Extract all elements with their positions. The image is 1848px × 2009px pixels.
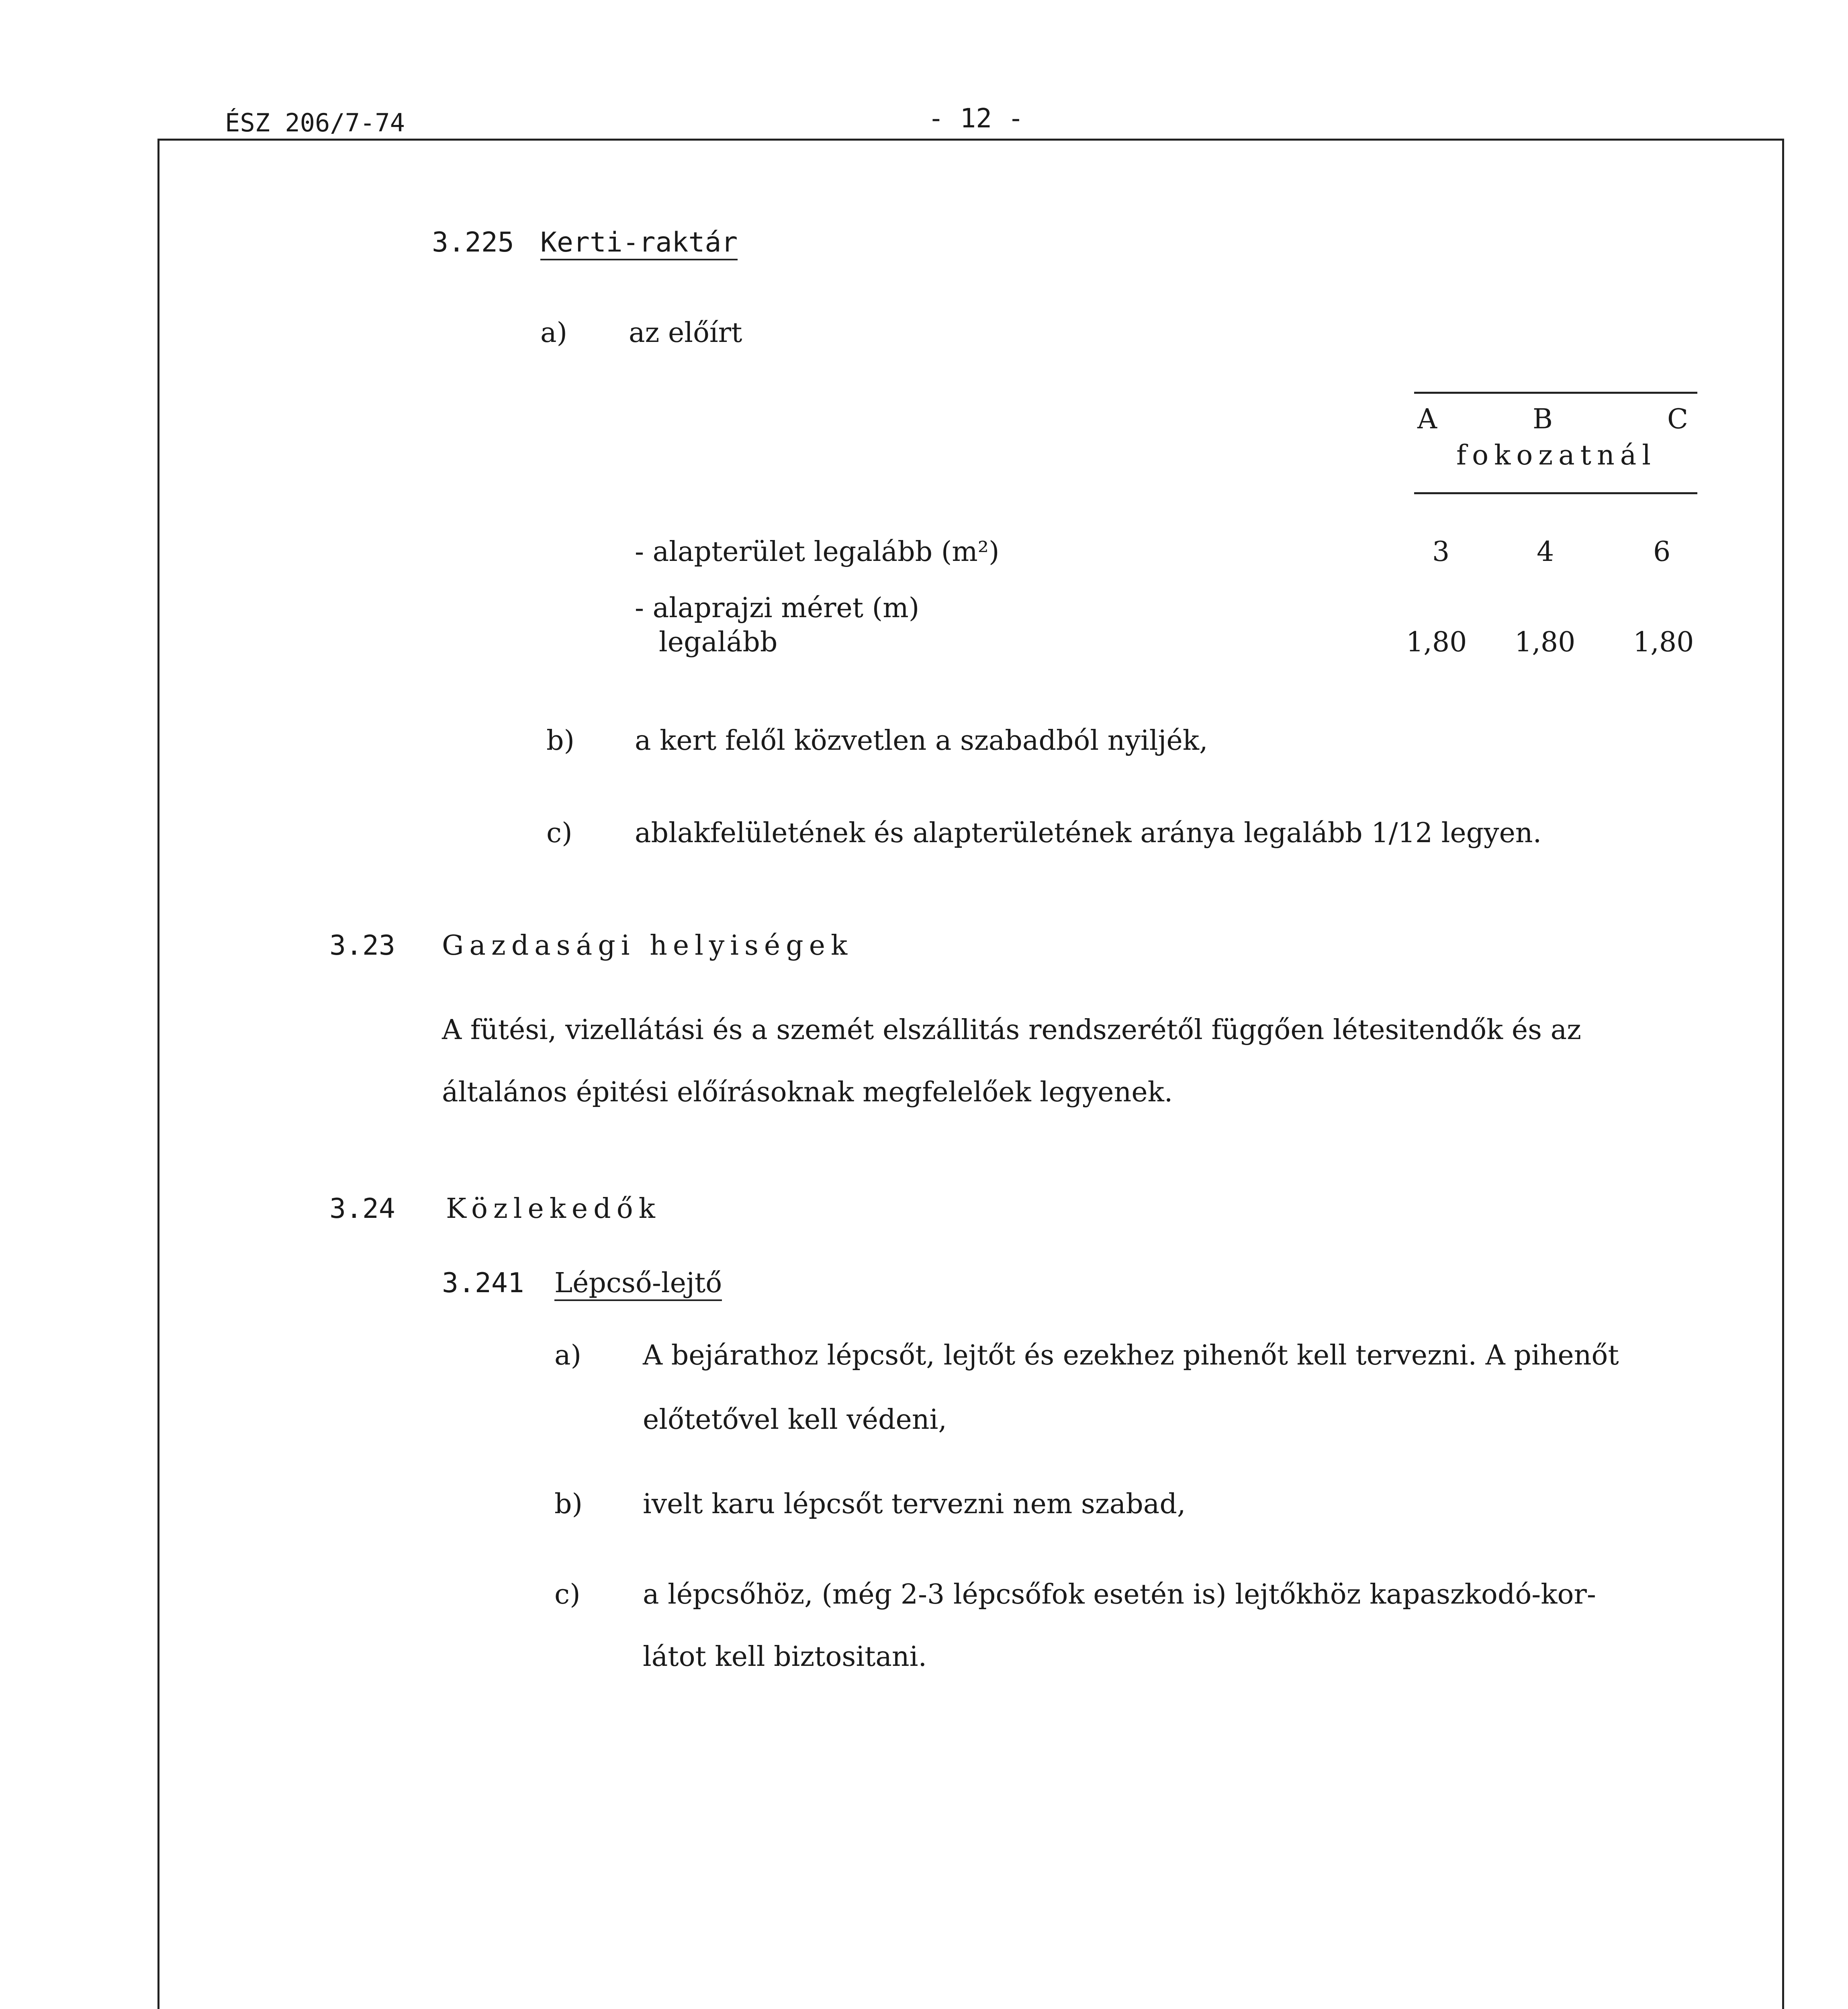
item-3-241-b-label: b) (554, 1488, 583, 1520)
item-b-text: a kert felől közvetlen a szabadból nyiljék, (635, 725, 1208, 757)
item-3-241-c-line2: látot kell biztositani. (643, 1641, 927, 1673)
section-3-241-title: Lépcső-lejtő (554, 1270, 722, 1301)
table-col-b-header: B (1533, 403, 1553, 435)
section-3-24-number: 3.24 (329, 1193, 395, 1225)
section-3-225-title: Kerti-raktár (540, 229, 738, 260)
table-row2-b: 1,80 (1515, 626, 1576, 658)
item-3-241-b-text: ivelt karu lépcsőt tervezni nem szabad, (643, 1488, 1186, 1520)
table-row1-c: 6 (1653, 536, 1671, 568)
section-3-241-number: 3.241 (442, 1267, 524, 1299)
table-row2-label-line2: legalább (659, 626, 778, 658)
document-id: ÉSZ 206/7-74 (225, 108, 405, 137)
section-3-23-line2: általános épitési előírásoknak megfelelőek legyenek. (442, 1076, 1173, 1108)
item-3-241-c-label: c) (554, 1579, 581, 1610)
table-row1-b: 4 (1537, 536, 1554, 568)
frame-right-border (1782, 139, 1784, 2009)
table-row1-label: - alapterület legalább (m²) (635, 536, 1000, 568)
section-3-24-title: Közlekedők (446, 1193, 661, 1225)
section-3-23-line1: A fütési, vizellátási és a szemét elszállitás rendszerétől függően létesitendők és az (442, 1014, 1581, 1046)
item-a-text: az előírt (629, 317, 742, 349)
frame-top-border (157, 139, 1784, 141)
table-row1-a: 3 (1432, 536, 1450, 568)
item-3-241-a-label: a) (554, 1340, 582, 1371)
section-3-225-number: 3.225 (432, 227, 514, 258)
table-top-rule (1414, 392, 1697, 394)
table-row2-c: 1,80 (1633, 626, 1694, 658)
item-c-text: ablakfelületének és alapterületének aránya legalább 1/12 legyen. (635, 817, 1542, 849)
table-subheader: fokozatnál (1456, 440, 1657, 471)
page-number: - 12 - (928, 103, 1024, 134)
table-bottom-rule (1414, 492, 1697, 494)
table-col-c-header: C (1667, 403, 1689, 435)
item-3-241-a-line1: A bejárathoz lépcsőt, lejtőt és ezekhez pihenőt kell tervezni. A pihenőt (643, 1340, 1619, 1371)
item-a-label: a) (540, 317, 568, 349)
item-3-241-a-line2: előtetővel kell védeni, (643, 1404, 947, 1436)
section-3-23-number: 3.23 (329, 930, 395, 962)
table-col-a-header: A (1417, 403, 1437, 435)
item-b-label: b) (546, 725, 575, 757)
table-row2-label-line1: - alaprajzi méret (m) (635, 592, 920, 624)
section-3-23-title: Gazdasági helyiségek (442, 930, 853, 962)
table-row2-a: 1,80 (1406, 626, 1467, 658)
item-c-label: c) (546, 817, 572, 849)
frame-left-border (157, 139, 159, 2009)
item-3-241-c-line1: a lépcsőhöz, (még 2-3 lépcsőfok esetén is) lejtőkhöz kapaszkodó-kor- (643, 1579, 1596, 1610)
